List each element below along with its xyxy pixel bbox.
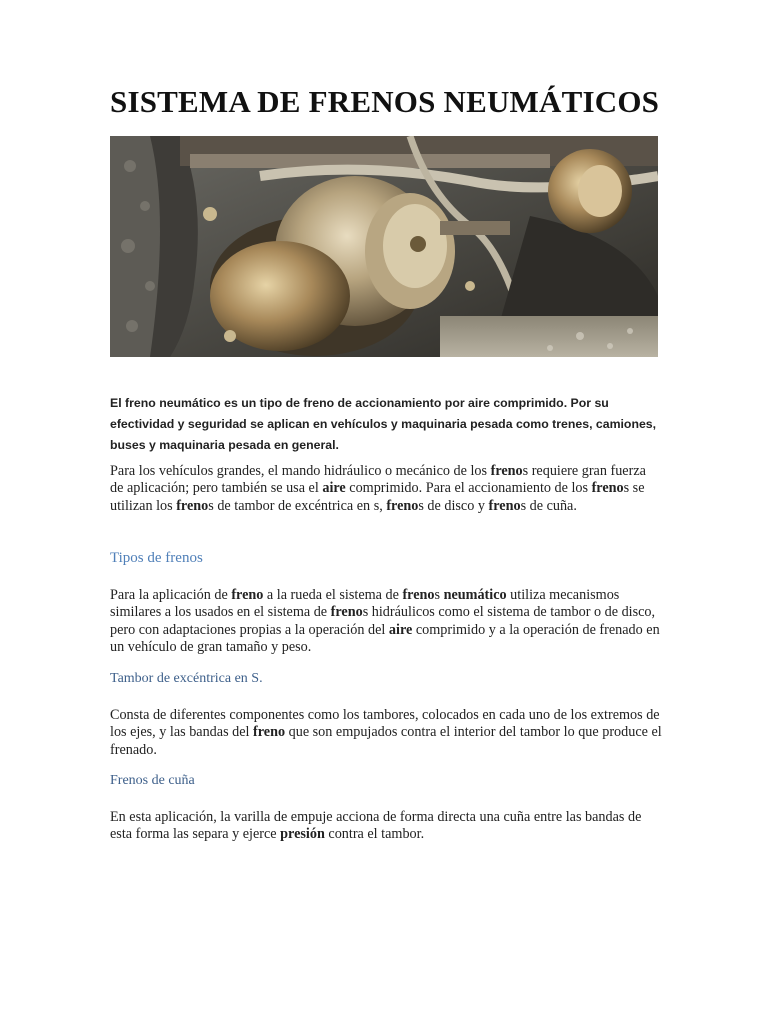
heading-tambor-excentrica: Tambor de excéntrica en S. [110, 671, 263, 686]
brake-chamber-photo [110, 136, 658, 357]
page-title: SISTEMA DE FRENOS NEUMÁTICOS [110, 84, 660, 119]
paragraph-tambor: Consta de diferentes componentes como los tambores, colocados en cada uno de los extremos de los ejes, y las bandas del freno que son empujados contra el interior del tambor lo que produce el frenado. [110, 707, 662, 758]
intro-paragraph: El freno neumático es un tipo de freno de accionamiento por aire comprimido. Por su efectividad y seguridad se aplican en vehículos y maquinaria pesada como trenes, camiones, buses y maquinaria pesada en general. [110, 396, 657, 452]
heading-frenos-de-cuna: Frenos de cuña [110, 773, 195, 788]
paragraph-large-vehicles: Para los vehículos grandes, el mando hidráulico o mecánico de los frenos requiere gran fuerza de aplicación; pero también se usa el aire comprimido. Para el accionamiento de los frenos se utilizan los frenos de tambor de excéntrica en s, frenos de disco y frenos de cuña. [110, 463, 646, 514]
paragraph-cuna: En esta aplicación, la varilla de empuje acciona de forma directa una cuña entre las bandas de esta forma las separa y ejerce presión contra el tambor. [110, 809, 642, 843]
paragraph-tipos: Para la aplicación de freno a la rueda el sistema de frenos neumático utiliza mecanismos similares a los usados en el sistema de frenos hidráulicos como el sistema de tambor o de disco, pero con adaptaciones propias a la operación del aire comprimido y a la operación de frenado en un vehículo de gran tamaño y peso. [110, 587, 660, 656]
brake-chamber-photo-illustration [110, 136, 658, 357]
heading-tipos-de-frenos: Tipos de frenos [110, 550, 203, 566]
